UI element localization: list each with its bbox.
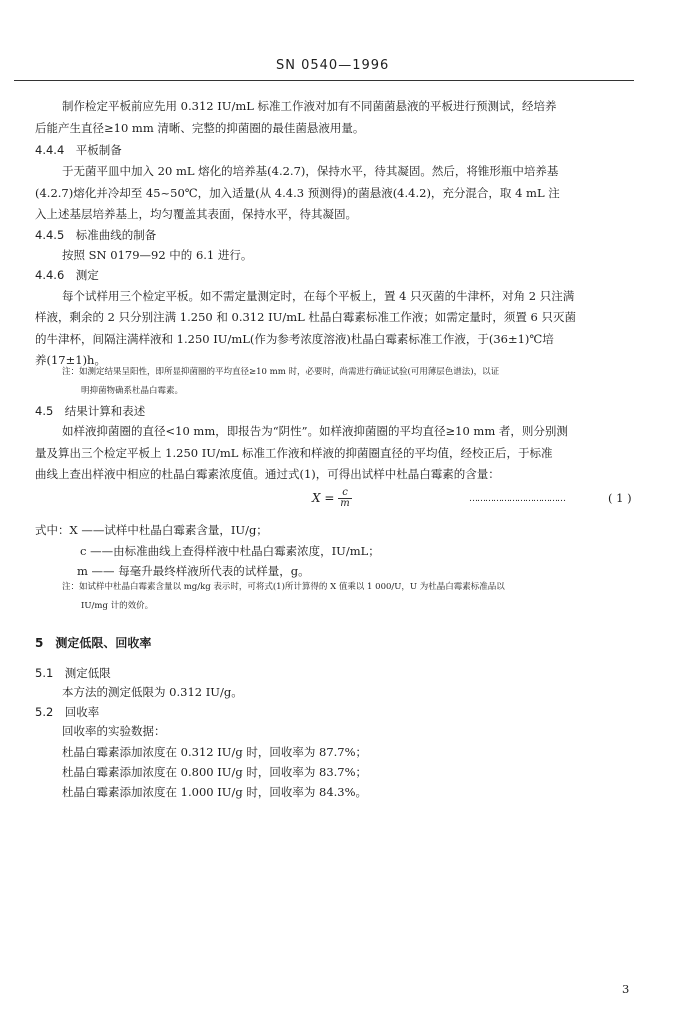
formula-numerator: c [338, 488, 351, 499]
s446-note-line-1: 注：如测定结果呈阳性，即所显抑菌圈的平均直径≥10 mm 时，必要时，尚需进行确证试验(可用薄层色谱法)，以证 [62, 367, 500, 377]
s446-line-1: 每个试样用三个检定平板。如不需定量测定时，在每个平板上，置 4 只灭菌的牛津杯，对角 2 只注满 [62, 289, 575, 303]
s446-line-4: 养(17±1)h。 [35, 353, 106, 367]
page-number: 3 [622, 982, 630, 996]
s45-line-2: 量及算出三个检定平板上 1.250 IU/mL 标准工作液和样液的抑菌圈直径的平均值，经校正后，于标准 [35, 446, 553, 460]
section-heading-5-1: 5.1 测定低限 [35, 666, 111, 680]
where-line-c: c ——由标准曲线上查得样液中杜晶白霉素浓度，IU/mL； [80, 544, 380, 558]
s45-line-1: 如样液抑菌圈的直径<10 mm，即报告为“阴性”。如样液抑菌圈的平均直径≥10 mm 者，则分别测 [62, 424, 568, 438]
formula-number: ( 1 ) [608, 491, 632, 505]
s444-line-2: (4.2.7)熔化并冷却至 45~50℃，加入适量(从 4.4.3 预测得)的菌悬液(4.4.2)，充分混合，取 4 mL 注 [35, 186, 560, 200]
s444-line-1: 于无菌平皿中加入 20 mL 熔化的培养基(4.2.7)，保持水平，待其凝固。然后，将锥形瓶中培养基 [62, 164, 559, 178]
formula-denominator: m [340, 498, 350, 509]
section-heading-4-4-6: 4.4.6 测定 [35, 268, 99, 282]
where-line-m: m —— 每毫升最终样液所代表的试样量，g。 [77, 564, 310, 578]
formula-leader: ……………………………… [469, 494, 565, 504]
formula-fraction [338, 488, 351, 509]
where-line-x: 式中：X ——试样中杜晶白霉素含量，IU/g； [35, 523, 268, 537]
standard-number: SN 0540—1996 [276, 58, 390, 73]
s446-line-3: 的牛津杯，间隔注满样液和 1.250 IU/mL(作为参考浓度溶液)杜晶白霉素标准工作液，于(36±1)℃培 [35, 332, 554, 346]
s51-line-1: 本方法的测定低限为 0.312 IU/g。 [62, 685, 243, 699]
section-heading-5-2: 5.2 回收率 [35, 705, 100, 719]
s445-line-1: 按照 SN 0179—92 中的 6.1 进行。 [62, 248, 253, 262]
section-heading-4-5: 4.5 结果计算和表述 [35, 404, 146, 418]
s52-line-3: 杜晶白霉素添加浓度在 0.800 IU/g 时，回收率为 83.7%； [62, 765, 368, 779]
s444-line-3: 入上述基层培养基上，均匀覆盖其表面，保持水平，待其凝固。 [35, 207, 357, 221]
s52-line-1: 回收率的实验数据： [62, 724, 166, 738]
formula [312, 488, 352, 509]
s52-line-4: 杜晶白霉素添加浓度在 1.000 IU/g 时，回收率为 84.3%。 [62, 785, 368, 799]
section-heading-4-4-4: 4.4.4 平板制备 [35, 143, 122, 157]
section-heading-4-4-5: 4.4.5 标准曲线的制备 [35, 228, 157, 242]
s45-note-line-1: 注：如试样中杜晶白霉素含量以 mg/kg 表示时，可将式(1)所计算得的 X 值乘以 1 000/U，U 为杜晶白霉素标准品以 [62, 582, 505, 592]
s446-note-line-2: 明抑菌物确系杜晶白霉素。 [81, 386, 184, 396]
s45-line-3: 曲线上查出样液中相应的杜晶白霉素浓度值。通过式(1)，可得出试样中杜晶白霉素的含量： [35, 467, 500, 481]
intro-line-2: 后能产生直径≥10 mm 清晰、完整的抑菌圈的最佳菌悬液用量。 [35, 121, 365, 135]
intro-line-1: 制作检定平板前应先用 0.312 IU/mL 标准工作液对加有不同菌菌悬液的平板进行预测试，经培养 [62, 99, 557, 113]
formula-lhs: X = [312, 491, 335, 505]
header-rule [14, 80, 634, 81]
s52-line-2: 杜晶白霉素添加浓度在 0.312 IU/g 时，回收率为 87.7%； [62, 745, 368, 759]
s45-note-line-2: IU/mg 计的效价。 [81, 601, 154, 611]
section-heading-5: 5 测定低限、回收率 [35, 636, 152, 650]
s446-line-2: 样液，剩余的 2 只分别注满 1.250 和 0.312 IU/mL 杜晶白霉素标准工作液；如需定量时，须置 6 只灭菌 [35, 310, 577, 324]
